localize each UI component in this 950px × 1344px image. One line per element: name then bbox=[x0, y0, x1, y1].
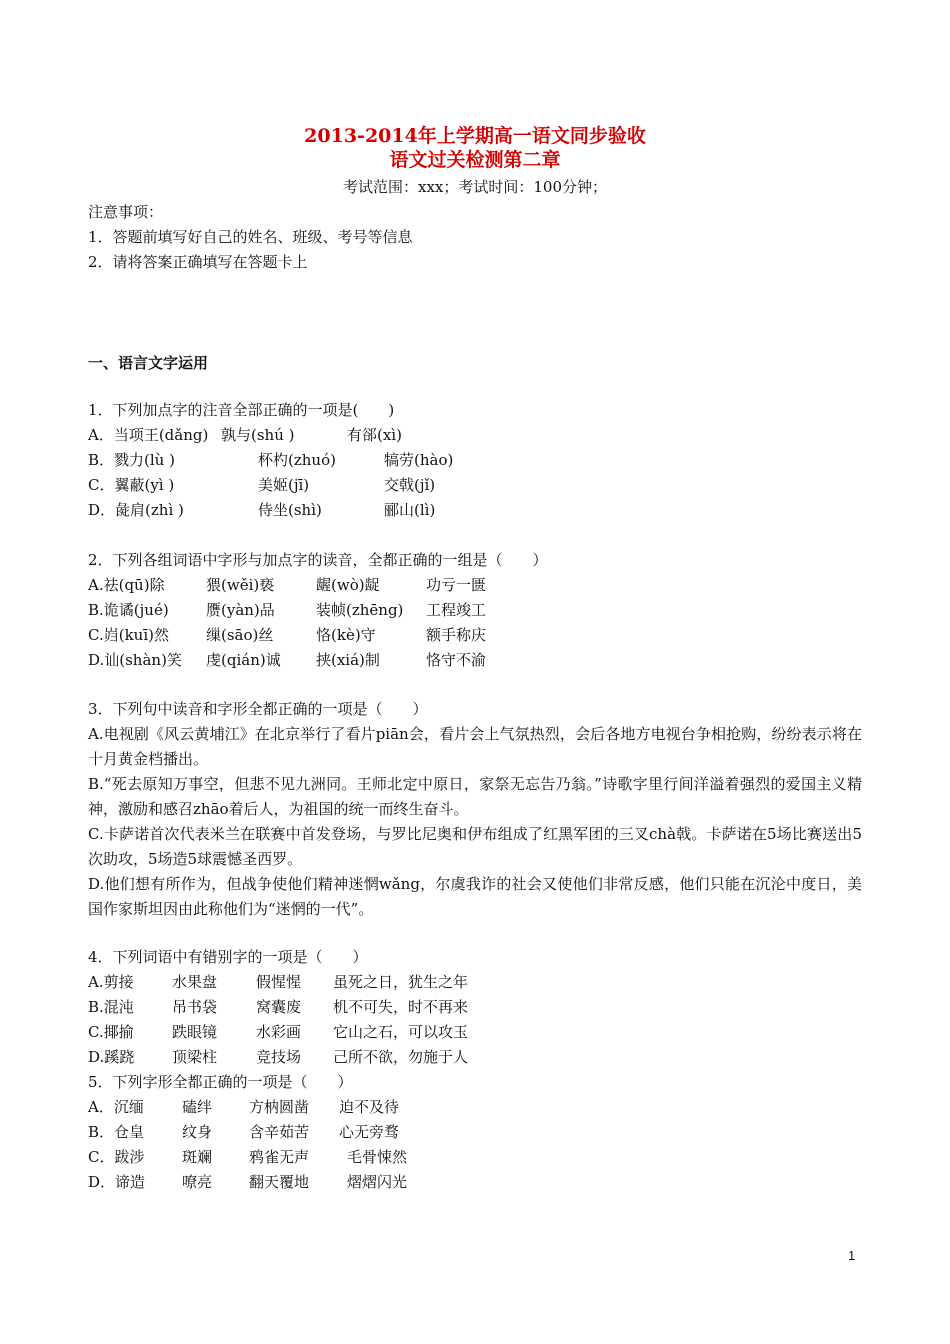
option-cell: 它山之石，可以攻玉 bbox=[333, 1023, 469, 1041]
option-paragraph: A.电视剧《风云黄埔江》在北京举行了看片piān会，看片会上气氛热烈，会后各地方电视台争相抢购，纷纷表示将在十月黄金档播出。 bbox=[88, 725, 862, 768]
option-row bbox=[88, 573, 878, 598]
option-cell: 赝(yàn)品 bbox=[206, 601, 275, 619]
option-cell: 恪(kè)守 bbox=[316, 626, 376, 644]
question-3 bbox=[88, 697, 862, 922]
option-row bbox=[88, 623, 878, 648]
option-cell: 龌(wò)龊 bbox=[316, 576, 380, 594]
option-cell: 心无旁骛 bbox=[339, 1123, 400, 1141]
option-row bbox=[88, 1120, 878, 1145]
option-cell: B.混沌 bbox=[88, 998, 134, 1016]
option-cell: D.讪(shàn)笑 bbox=[88, 651, 182, 669]
option-cell: 郦山(lì) bbox=[384, 501, 436, 519]
question-stem: 3．下列句中读音和字形全都正确的一项是（ ） bbox=[88, 700, 428, 718]
question-1 bbox=[88, 398, 878, 523]
option-cell: 装帧(zhēng) bbox=[316, 601, 404, 619]
option-row bbox=[88, 1045, 878, 1070]
option-cell: 纹身 bbox=[182, 1123, 213, 1141]
option-paragraph: B.“死去原知万事空，但悲不见九洲同。王师北定中原日，家祭无忘告乃翁。”诗歌字里行间洋溢着强烈的爱国主义精神，激励和感召zhāo着后人，为祖国的统一而终生奋斗。 bbox=[88, 775, 862, 818]
option-cell: 水彩画 bbox=[256, 1023, 302, 1041]
question-stem: 4．下列词语中有错别字的一项是（ ） bbox=[88, 948, 368, 966]
option-cell: 恪守不渝 bbox=[426, 651, 487, 669]
option-cell: 嘹亮 bbox=[182, 1173, 213, 1191]
document-title: 2013-2014年上学期高一语文同步验收 bbox=[304, 125, 646, 147]
option-row bbox=[88, 970, 878, 995]
exam-info: 考试范围：xxx；考试时间：100分钟； bbox=[342, 178, 607, 196]
notes-section bbox=[88, 200, 878, 275]
option-cell: D．谛造 bbox=[88, 1173, 146, 1191]
option-cell: 额手称庆 bbox=[426, 626, 487, 644]
option-cell: 吊书袋 bbox=[172, 998, 218, 1016]
option-cell: 磕绊 bbox=[182, 1098, 213, 1116]
question-stem: 5．下列字形全都正确的一项是（ ） bbox=[88, 1073, 353, 1091]
option-cell: C．跋涉 bbox=[88, 1148, 145, 1166]
question-5 bbox=[88, 1070, 878, 1195]
option-row bbox=[88, 1145, 878, 1170]
option-cell: 熠熠闪光 bbox=[347, 1173, 408, 1191]
option-cell: 孰与(shú ) bbox=[221, 426, 295, 444]
option-cell: 含辛茹苦 bbox=[249, 1123, 310, 1141]
option-cell: 机不可失，时不再来 bbox=[333, 998, 469, 1016]
option-row bbox=[88, 498, 878, 523]
option-cell: B.诡谲(jué) bbox=[88, 601, 169, 619]
page-number: 1 bbox=[848, 1248, 856, 1263]
notes-heading: 注意事项： bbox=[88, 203, 164, 221]
option-cell: A.祛(qū)除 bbox=[88, 576, 165, 594]
option-cell: 交戟(jǐ) bbox=[384, 476, 436, 494]
option-cell: 侍坐(shì) bbox=[258, 501, 322, 519]
question-2 bbox=[88, 548, 878, 673]
option-cell: B．戮力(lù ) bbox=[88, 451, 175, 469]
option-cell: C.岿(kuī)然 bbox=[88, 626, 169, 644]
question-4 bbox=[88, 945, 878, 1070]
option-cell: D．彘肩(zhì ) bbox=[88, 501, 184, 519]
option-cell: 跌眼镜 bbox=[172, 1023, 218, 1041]
option-cell: 假惺惺 bbox=[256, 973, 302, 991]
option-cell: A.剪接 bbox=[88, 973, 134, 991]
option-cell: 缫(sāo)丝 bbox=[206, 626, 274, 644]
option-cell: 鸦雀无声 bbox=[249, 1148, 310, 1166]
option-cell: C.揶揄 bbox=[88, 1023, 134, 1041]
option-cell: 挟(xiá)制 bbox=[316, 651, 380, 669]
option-row bbox=[88, 448, 878, 473]
option-row bbox=[88, 1020, 878, 1045]
question-stem: 2．下列各组词语中字形与加点字的读音，全都正确的一组是（ ） bbox=[88, 551, 548, 569]
option-cell: 方枘圆凿 bbox=[249, 1098, 310, 1116]
option-cell: 顶梁柱 bbox=[172, 1048, 218, 1066]
option-cell: 美姬(jī) bbox=[258, 476, 310, 494]
option-cell: 斑斓 bbox=[182, 1148, 213, 1166]
option-cell: 窝囊废 bbox=[256, 998, 302, 1016]
option-row bbox=[88, 598, 878, 623]
option-paragraph: D.他们想有所作为，但战争使他们精神迷惘wǎng，尔虞我诈的社会又使他们非常反感，他们只能在沉沦中度日，美国作家斯坦因由此称他们为“迷惘的一代”。 bbox=[88, 875, 862, 918]
option-cell: 虽死之日，犹生之年 bbox=[333, 973, 469, 991]
option-cell: 猥(wěi)亵 bbox=[206, 576, 275, 594]
option-cell: 己所不欲，勿施于人 bbox=[333, 1048, 469, 1066]
option-row bbox=[88, 1095, 878, 1120]
option-row bbox=[88, 648, 878, 673]
option-cell: 毛骨悚然 bbox=[347, 1148, 408, 1166]
option-cell: A．当项王(dǎng) bbox=[88, 426, 209, 444]
option-cell: C．翼蔽(yì ) bbox=[88, 476, 175, 494]
option-cell: 水果盘 bbox=[172, 973, 218, 991]
section-heading: 一、语言文字运用 bbox=[88, 354, 209, 372]
option-row bbox=[88, 1170, 878, 1195]
option-cell: 翻天覆地 bbox=[249, 1173, 310, 1191]
document-subtitle-title: 语文过关检测第二章 bbox=[389, 149, 561, 171]
option-row bbox=[88, 423, 878, 448]
option-cell: 有郤(xì) bbox=[347, 426, 402, 444]
option-cell: B．仓皇 bbox=[88, 1123, 145, 1141]
option-cell: 杯杓(zhuó) bbox=[258, 451, 336, 469]
option-cell: 虔(qián)诚 bbox=[206, 651, 281, 669]
option-paragraph: C.卡萨诺首次代表米兰在联赛中首发登场，与罗比尼奥和伊布组成了红黑军团的三叉chà戟。卡萨诺在5场比赛送出5次助攻，5场造5球震憾圣西罗。 bbox=[88, 825, 862, 868]
option-cell: 犒劳(hào) bbox=[384, 451, 454, 469]
notes-item: 1．答题前填写好自己的姓名、班级、考号等信息 bbox=[88, 228, 413, 246]
option-cell: 工程竣工 bbox=[426, 601, 487, 619]
option-cell: A．沉缅 bbox=[88, 1098, 144, 1116]
option-row bbox=[88, 995, 878, 1020]
option-row bbox=[88, 473, 878, 498]
option-cell: 迫不及待 bbox=[339, 1098, 400, 1116]
option-cell: D.蹊跷 bbox=[88, 1048, 135, 1066]
option-cell: 功亏一匮 bbox=[426, 576, 487, 594]
question-stem: 1．下列加点字的注音全部正确的一项是( ) bbox=[88, 401, 395, 419]
option-cell: 竞技场 bbox=[256, 1048, 302, 1066]
notes-item: 2．请将答案正确填写在答题卡上 bbox=[88, 253, 308, 271]
